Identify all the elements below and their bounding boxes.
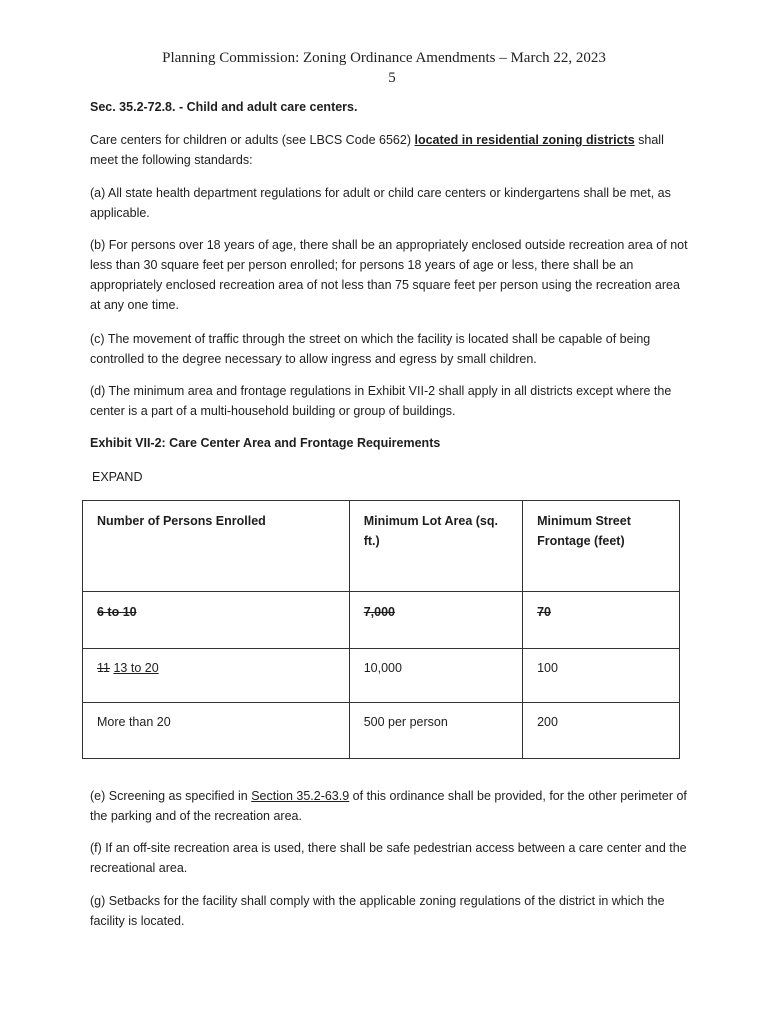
row2-frontage: 100 [523,649,680,703]
paragraph-f: (f) If an off-site recreation area is used, there shall be safe pedestrian access between a care center and the recreational area. [90,841,687,875]
paragraph-d: (d) The minimum area and frontage regulations in Exhibit VII-2 shall apply in all districts except where the center is a part of a multi-household building or group of buildings. [90,384,672,418]
paragraph-c: (c) The movement of traffic through the street on which the facility is located shall be capable of being controlled to the degree necessary to allow ingress and egress by small children. [90,332,651,366]
row3-frontage: 200 [523,703,680,759]
table-row [83,592,680,649]
row2-struck-value: 11 [97,661,110,675]
table-header-row [83,501,680,592]
intro-paragraph [90,130,690,170]
page-header-title: Planning Commission: Zoning Ordinance Amendments – March 22, 2023 [162,50,606,66]
row3-area: 500 per person [349,703,522,759]
row3-persons: More than 20 [83,703,350,759]
para-e-before: (e) Screening as specified in [90,789,252,803]
table-row [83,703,680,759]
section-link[interactable]: Section 35.2-63.9 [251,789,350,803]
section-heading: Sec. 35.2-72.8. - Child and adult care centers. [90,100,358,114]
expand-link[interactable]: EXPAND [92,470,143,484]
row1-persons: 6 to 10 [83,592,350,649]
row1-frontage: 70 [523,592,680,649]
header-min-lot-area: Minimum Lot Area (sq. ft.) [349,501,522,592]
header-min-street-frontage: Minimum Street Frontage (feet) [523,501,680,592]
page-number: 5 [388,70,396,86]
intro-underlined-text: located in residential zoning districts [414,133,635,147]
row2-area: 10,000 [349,649,522,703]
exhibit-title: Exhibit VII-2: Care Center Area and Frontage Requirements [90,436,441,450]
intro-text-after: shall meet the following standards: [90,133,664,167]
row1-area: 7,000 [349,592,522,649]
paragraph-b: (b) For persons over 18 years of age, there shall be an appropriately enclosed outside recreation area of not less than 30 square feet per person enrolled; for persons 18 years of age or less, there shall be an appropriately enclosed recreation area of not less than 75 square feet per person using the recreation area at any one time. [90,238,688,312]
paragraph-a: (a) All state health department regulations for adult or child care centers or kindergartens shall be met, as applicable. [90,186,671,220]
para-e-after: of this ordinance shall be provided, for the other perimeter of the parking and of the recreation area. [90,789,687,823]
header-persons-enrolled: Number of Persons Enrolled [83,501,350,592]
paragraph-e [90,786,690,826]
row2-inserted-value: 13 to 20 [113,661,159,675]
paragraph-g: (g) Setbacks for the facility shall comply with the applicable zoning regulations of the district in which the facility is located. [90,894,665,928]
row2-persons [83,649,350,703]
requirements-table [82,500,680,759]
table-row [83,649,680,703]
intro-text-before: Care centers for children or adults (see LBCS Code 6562) [90,133,415,147]
